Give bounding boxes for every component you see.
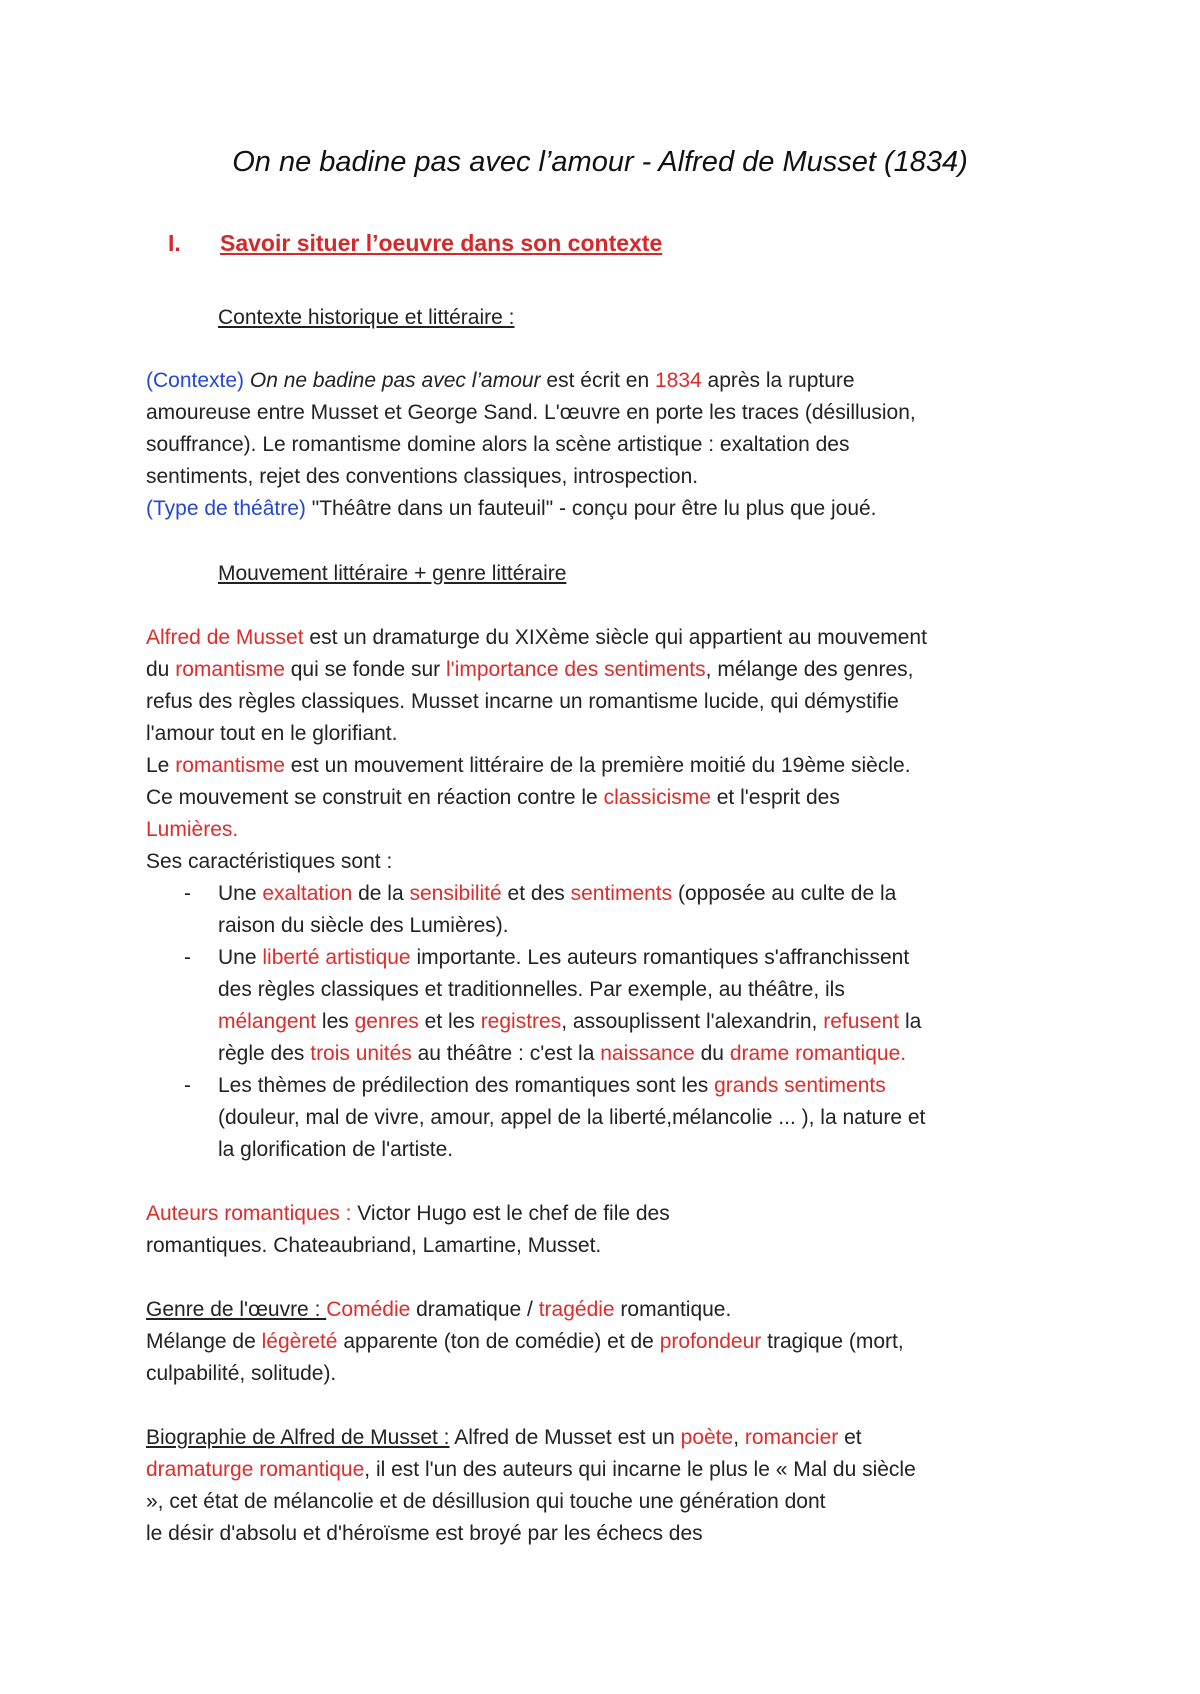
text-run: Les thèmes de prédilection des romantiques sont les	[218, 1074, 715, 1097]
paragraph-line: Lumières.	[146, 818, 239, 841]
text-run: après la rupture	[701, 369, 855, 392]
text-run: , mélange des genres,	[705, 658, 914, 681]
text-run: Une	[218, 882, 263, 905]
text-run: romantique.	[614, 1298, 732, 1321]
section-title: Savoir situer l’oeuvre dans son contexte	[220, 230, 663, 256]
keyword: Comédie	[326, 1298, 411, 1321]
bullet-item	[218, 1073, 886, 1099]
work-title: On ne badine pas avec l’amour	[249, 369, 541, 392]
keyword: romantisme	[175, 658, 285, 681]
paragraph-line: romantiques. Chateaubriand, Lamartine, Musset.	[146, 1234, 602, 1257]
keyword: drame romantique.	[729, 1042, 907, 1065]
bullet-line: (douleur, mal de vivre, amour, appel de la liberté,mélancolie ... ), la nature et	[218, 1106, 926, 1129]
paragraph-line: souffrance). Le romantisme domine alors la scène artistique : exaltation des	[146, 433, 850, 456]
text-run: est un mouvement littéraire de la première moitié du 19ème siècle.	[284, 754, 911, 777]
text-run: apparente (ton de comédie) et de	[337, 1330, 660, 1353]
bullet-dash: -	[184, 1074, 191, 1097]
bullet-item	[218, 881, 896, 907]
author-name: Alfred de Musset	[146, 626, 304, 649]
bullet-line: la glorification de l'artiste.	[218, 1138, 454, 1161]
paragraph-line: amoureuse entre Musset et George Sand. L'œuvre en porte les traces (désillusion,	[146, 401, 916, 424]
paragraph-line	[146, 1457, 916, 1483]
tag-contexte: (Contexte)	[146, 369, 245, 392]
authors-label: Auteurs romantiques :	[146, 1202, 352, 1225]
paragraph-line: l'amour tout en le glorifiant.	[146, 722, 398, 745]
keyword: sensibilité	[409, 882, 502, 905]
keyword: sentiments	[570, 882, 673, 905]
keyword: classicisme	[603, 786, 711, 809]
bullet-line	[218, 1009, 921, 1035]
text-run: qui se fonde sur	[284, 658, 447, 681]
genre-label: Genre de l'œuvre :	[146, 1298, 327, 1321]
bullet-item	[218, 945, 909, 971]
tag-type-theatre: (Type de théâtre)	[146, 497, 306, 520]
keyword: romantisme	[175, 754, 285, 777]
paragraph-line	[146, 496, 877, 522]
text-run: , il est l'un des auteurs qui incarne le plus le « Mal du siècle	[364, 1458, 916, 1481]
paragraph-line: sentiments, rejet des conventions classiques, introspection.	[146, 465, 699, 488]
text-run: tragique (mort,	[761, 1330, 904, 1353]
paragraph-line	[146, 1425, 862, 1451]
subheading-contexte: Contexte historique et littéraire :	[218, 306, 515, 329]
text-run: dramatique /	[410, 1298, 539, 1321]
paragraph-line	[146, 1329, 904, 1355]
paragraph-line	[146, 1201, 670, 1227]
paragraph-line	[146, 785, 840, 811]
text-run: Le	[146, 754, 176, 777]
keyword: légèreté	[261, 1330, 338, 1353]
paragraph-line: le désir d'absolu et d'héroïsme est broyé par les échecs des	[146, 1522, 703, 1545]
paragraph-line: Ses caractéristiques sont :	[146, 850, 393, 873]
text-run: est un dramaturge du XIXème siècle qui appartient au mouvement	[303, 626, 927, 649]
keyword: profondeur	[659, 1330, 762, 1353]
paragraph-line	[146, 657, 913, 683]
document-title: On ne badine pas avec l’amour - Alfred de Musset (1834)	[232, 146, 968, 178]
year-highlight: 1834	[654, 369, 702, 392]
text-run: du	[146, 658, 176, 681]
text-run: (opposée au culte de la	[672, 882, 897, 905]
paragraph-line	[146, 625, 927, 651]
bullet-dash: -	[184, 946, 191, 969]
text-run: importante. Les auteurs romantiques s'affranchissent	[410, 946, 910, 969]
text-run: est écrit en	[540, 369, 655, 392]
text-run: Ce mouvement se construit en réaction contre le	[146, 786, 604, 809]
text-run: Alfred de Musset est un	[449, 1426, 681, 1449]
text-run: de la	[352, 882, 410, 905]
paragraph-line	[146, 753, 911, 779]
text-run: Une	[218, 946, 263, 969]
keyword: liberté artistique	[262, 946, 411, 969]
paragraph-line	[146, 368, 855, 394]
keyword: l'importance des sentiments	[446, 658, 706, 681]
bullet-line: raison du siècle des Lumières).	[218, 914, 509, 937]
keyword: tragédie	[538, 1298, 615, 1321]
text-run: ,	[733, 1426, 745, 1449]
bullet-dash: -	[184, 882, 191, 905]
text-run: du	[694, 1042, 730, 1065]
text-run: et les	[418, 1010, 481, 1033]
paragraph-line	[146, 1297, 731, 1323]
bullet-line: des règles classiques et traditionnelles. Par exemple, au théâtre, ils	[218, 978, 845, 1001]
text-run: et l'esprit des	[710, 786, 840, 809]
keyword: trois unités	[310, 1042, 412, 1065]
section-heading-1	[168, 230, 662, 257]
keyword: romancier	[744, 1426, 839, 1449]
keyword: naissance	[600, 1042, 695, 1065]
text-run: règle des	[218, 1042, 311, 1065]
text-run: au théâtre : c'est la	[411, 1042, 601, 1065]
text-run: Victor Hugo est le chef de file des	[351, 1202, 670, 1225]
text-run: , assouplissent l'alexandrin,	[561, 1010, 824, 1033]
keyword: mélangent	[218, 1010, 317, 1033]
text-run: Mélange de	[146, 1330, 262, 1353]
paragraph-line: », cet état de mélancolie et de désillusion qui touche une génération dont	[146, 1490, 826, 1513]
keyword: refusent	[823, 1010, 900, 1033]
paragraph-line: culpabilité, solitude).	[146, 1362, 337, 1385]
keyword: grands sentiments	[714, 1074, 886, 1097]
keyword: poète	[680, 1426, 734, 1449]
keyword: exaltation	[262, 882, 353, 905]
bio-label: Biographie de Alfred de Musset :	[146, 1426, 450, 1449]
paragraph-line: refus des règles classiques. Musset incarne un romantisme lucide, qui démystifie	[146, 690, 899, 713]
text-run: la	[899, 1010, 922, 1033]
section-number: I.	[168, 230, 181, 256]
text-run: et	[838, 1426, 862, 1449]
keyword: genres	[354, 1010, 419, 1033]
keyword: registres	[480, 1010, 562, 1033]
keyword: dramaturge romantique	[146, 1458, 365, 1481]
subheading-mouvement: Mouvement littéraire + genre littéraire	[218, 562, 567, 585]
text-run: et des	[501, 882, 571, 905]
bullet-line	[218, 1041, 906, 1067]
text-run: "Théâtre dans un fauteuil" - conçu pour être lu plus que joué.	[305, 497, 877, 520]
text-run: les	[316, 1010, 355, 1033]
